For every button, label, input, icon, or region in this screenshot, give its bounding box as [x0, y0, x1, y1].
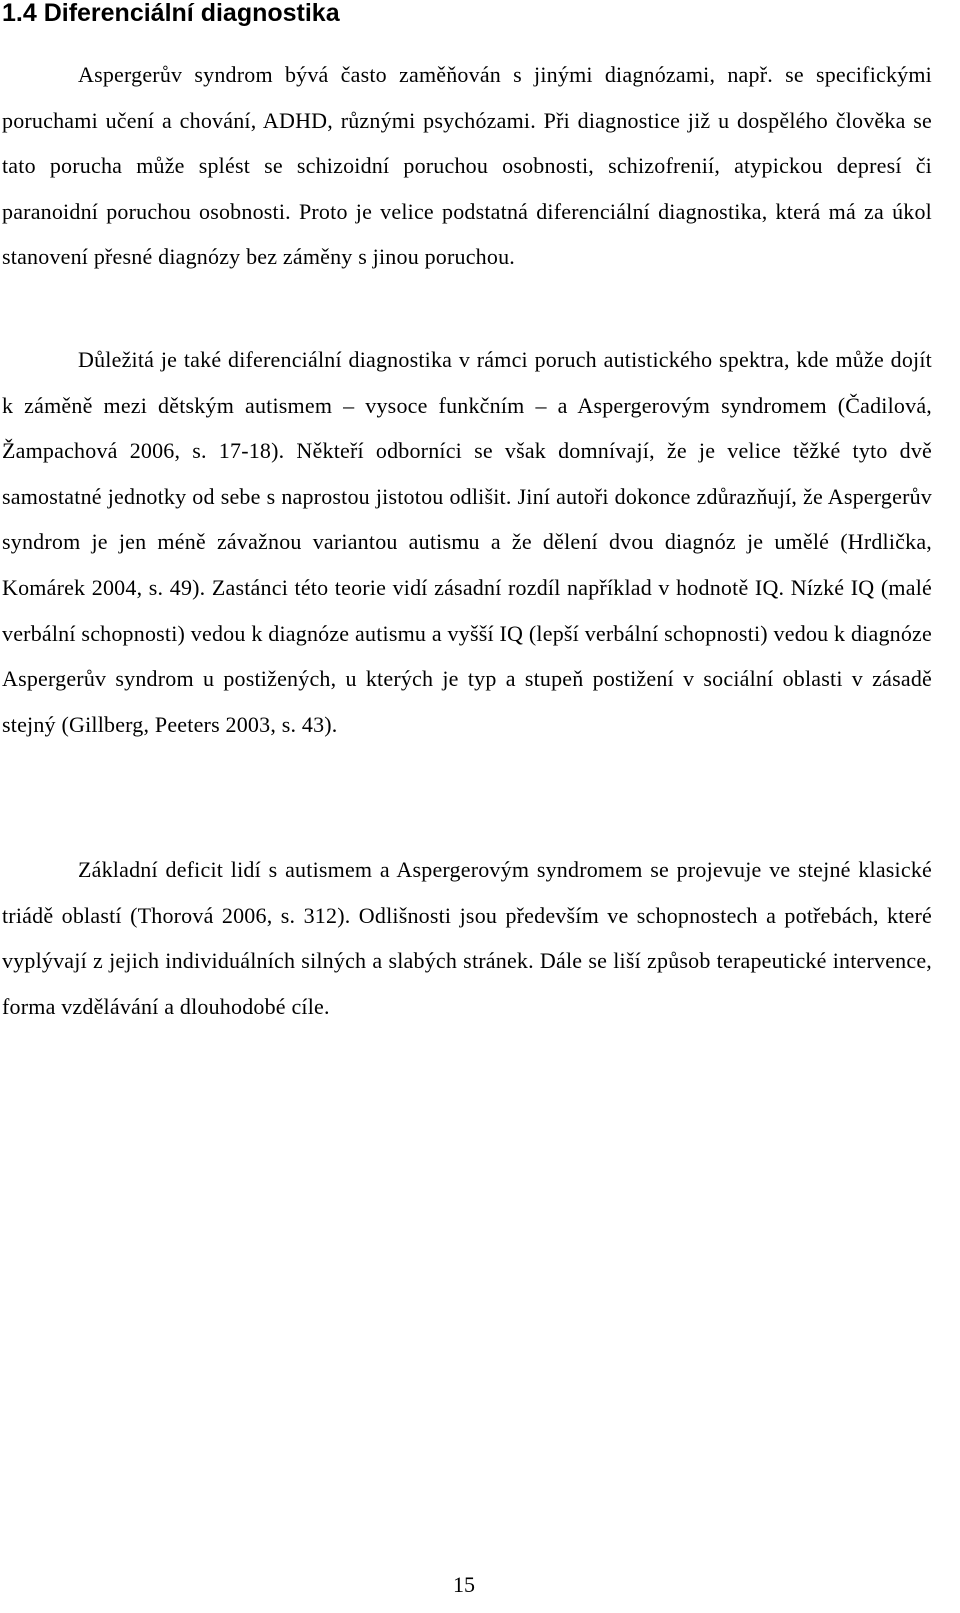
- paragraph-autism-spectrum-differentiation: Důležitá je také diferenciální diagnostika v rámci poruch autistického spektra, kde může dojít k záměně mezi dětským autismem – vysoce funkčním – a Aspergerovým syndromem (Čadilová, Žampachová 2006, s. 17-18). Někteří odborníci se však domnívají, že je velice těžké tyto dvě samostatné jednotky od sebe s naprostou jistotou odlišit. Jiní autoři dokonce zdůrazňují, že Aspergerův syndrom je jen méně závažnou variantou autismu a že dělení dvou diagnóz je umělé (Hrdlička, Komárek 2004, s. 49). Zastánci této teorie vidí zásadní rozdíl například v hodnotě IQ. Nízké IQ (malé verbální schopnosti) vedou k diagnóze autismu a vyšší IQ (lepší verbální schopnosti) vedou k diagnóze Aspergerův syndrom u postižených, u kterých je typ a stupeň postižení v sociální oblasti v zásadě stejný (Gillberg, Peeters 2003, s. 43).: [2, 347, 932, 737]
- paragraph-differential-diagnosis-intro: Aspergerův syndrom bývá často zaměňován s jinými diagnózami, např. se specifickými poruchami učení a chování, ADHD, různými psychózami. Při diagnostice již u dospělého člověka se tato porucha může splést se schizoidní poruchou osobnosti, schizofrenií, atypickou depresí či paranoidní poruchou osobnosti. Proto je velice podstatná diferenciální diagnostika, která má za úkol stanovení přesné diagnózy bez záměny s jinou poruchou.: [2, 62, 932, 270]
- paragraph-core-deficit: Základní deficit lidí s autismem a Aspergerovým syndromem se projevuje ve stejné klasické triádě oblastí (Thorová 2006, s. 312). Odlišnosti jsou především ve schopnostech a potřebách, které vyplývají z jejich individuálních silných a slabých stránek. Dále se liší způsob terapeutické intervence, forma vzdělávání a dlouhodobé cíle.: [2, 857, 932, 1019]
- page-number: 15: [453, 1572, 475, 1597]
- section-heading: 1.4 Diferenciální diagnostika: [2, 0, 340, 27]
